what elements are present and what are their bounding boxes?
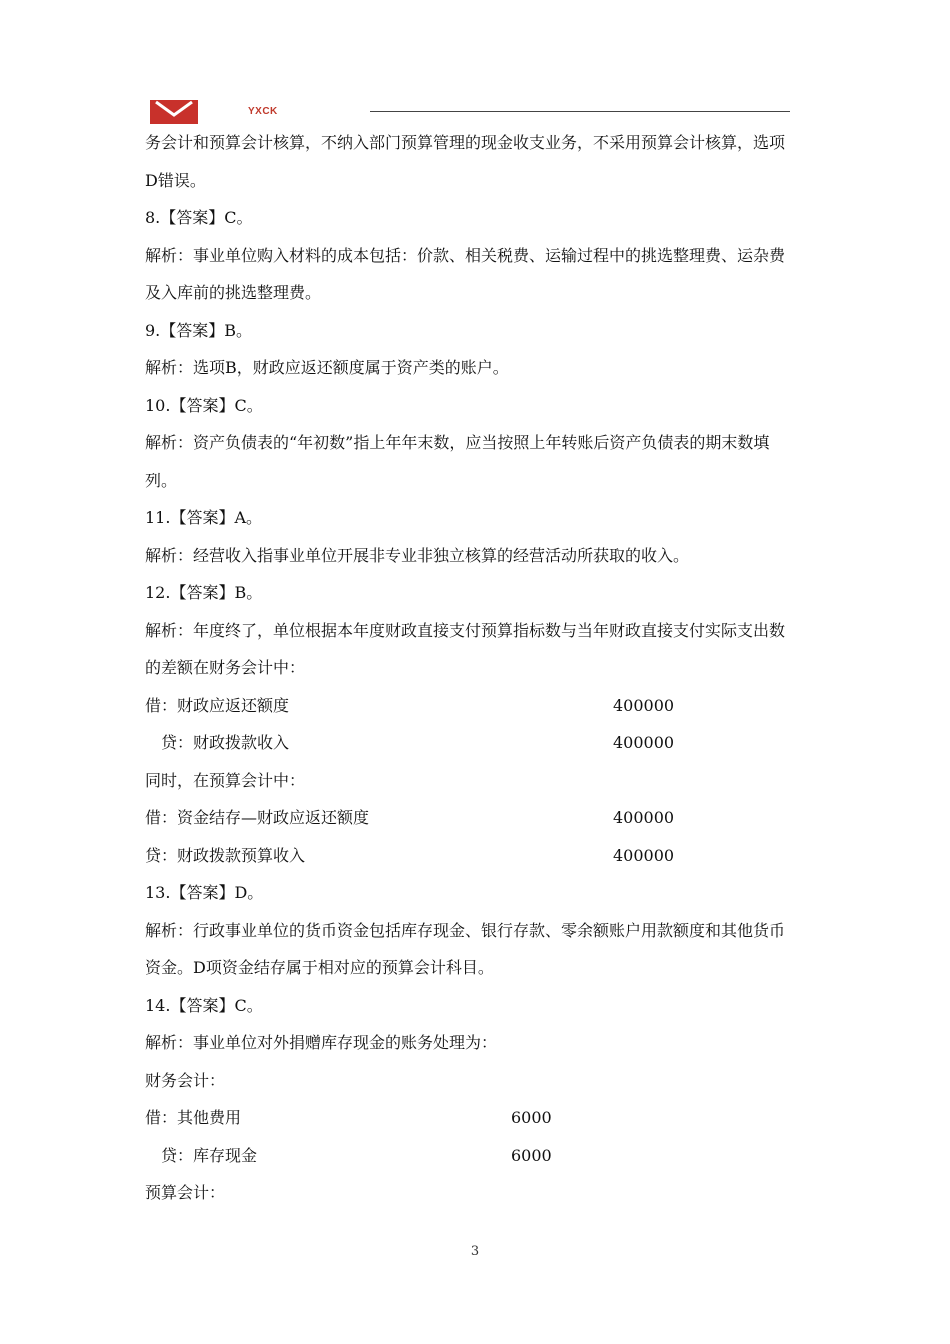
entry-text: 借：其他费用	[145, 1108, 242, 1127]
entry-amount: 400000	[613, 733, 675, 752]
page-header	[150, 100, 790, 126]
text-line: 解析：选项B，财政应返还额度属于资产类的账户。	[145, 358, 509, 377]
text-line: 列。	[145, 470, 178, 490]
entry-amount: 6000	[511, 1108, 552, 1127]
document-body	[145, 124, 810, 1212]
journal-entry	[145, 799, 810, 837]
text-line: 解析：经营收入指事业单位开展非专业非独立核算的经营活动所获取的收入。	[145, 545, 690, 565]
text-line: 及入库前的挑选整理费。	[145, 283, 322, 302]
text-line: D错误。	[145, 170, 206, 190]
text-line: 解析：年度终了，单位根据本年度财政直接支付预算指标数与当年财政直接支付实际支出数	[145, 620, 786, 640]
answer-line: 8.【答案】C。	[145, 208, 253, 227]
entry-text: 借：财政应返还额度	[145, 695, 290, 715]
text-line: 解析：行政事业单位的货币资金包括库存现金、银行存款、零余额账户用款额度和其他货币	[145, 920, 786, 940]
header-rule	[370, 111, 790, 112]
text-line	[145, 762, 810, 800]
text-line: 资金。D项资金结存属于相对应的预算会计科目。	[145, 958, 494, 977]
journal-entry	[145, 837, 810, 875]
text-line: 解析：事业单位购入材料的成本包括：价款、相关税费、运输过程中的挑选整理费、运杂费	[145, 245, 786, 265]
text-line: 的差额在财务会计中：	[145, 658, 306, 677]
answer-line: 13.【答案】D。	[145, 883, 264, 902]
page-number: 3	[470, 1244, 480, 1259]
entry-text: 贷：财政拨款收入	[161, 733, 290, 752]
entry-text: 贷：库存现金	[161, 1145, 258, 1165]
logo-icon	[150, 100, 198, 124]
answer-line: 10.【答案】C。	[145, 395, 263, 415]
brand-label: YXCK	[248, 106, 278, 117]
journal-entry	[145, 1099, 810, 1137]
entry-amount: 400000	[613, 845, 675, 865]
entry-amount: 400000	[613, 808, 675, 827]
text-line: 解析：资产负债表的“年初数”指上年年末数，应当按照上年转账后资产负债表的期末数填	[145, 433, 770, 452]
text-line: 财务会计：	[145, 1070, 226, 1090]
answer-line: 12.【答案】B。	[145, 583, 263, 602]
entry-text: 贷：财政拨款预算收入	[145, 845, 306, 865]
answer-line: 9.【答案】B。	[145, 320, 253, 340]
text-line: 预算会计：	[145, 1183, 226, 1202]
text-line: 解析：事业单位对外捐赠库存现金的账务处理为：	[145, 1033, 498, 1052]
journal-entry	[145, 724, 810, 762]
journal-entry	[145, 687, 810, 725]
journal-entry	[145, 1137, 810, 1175]
entry-amount: 400000	[613, 695, 675, 715]
entry-text: 同时，在预算会计中：	[145, 770, 306, 790]
text-line: 务会计和预算会计核算，不纳入部门预算管理的现金收支业务，不采用预算会计核算，选项	[145, 133, 786, 152]
answer-line: 14.【答案】C。	[145, 995, 263, 1015]
answer-line: 11.【答案】A。	[145, 508, 263, 527]
entry-amount: 6000	[511, 1145, 552, 1165]
entry-text: 借：资金结存—财政应返还额度	[145, 808, 370, 827]
